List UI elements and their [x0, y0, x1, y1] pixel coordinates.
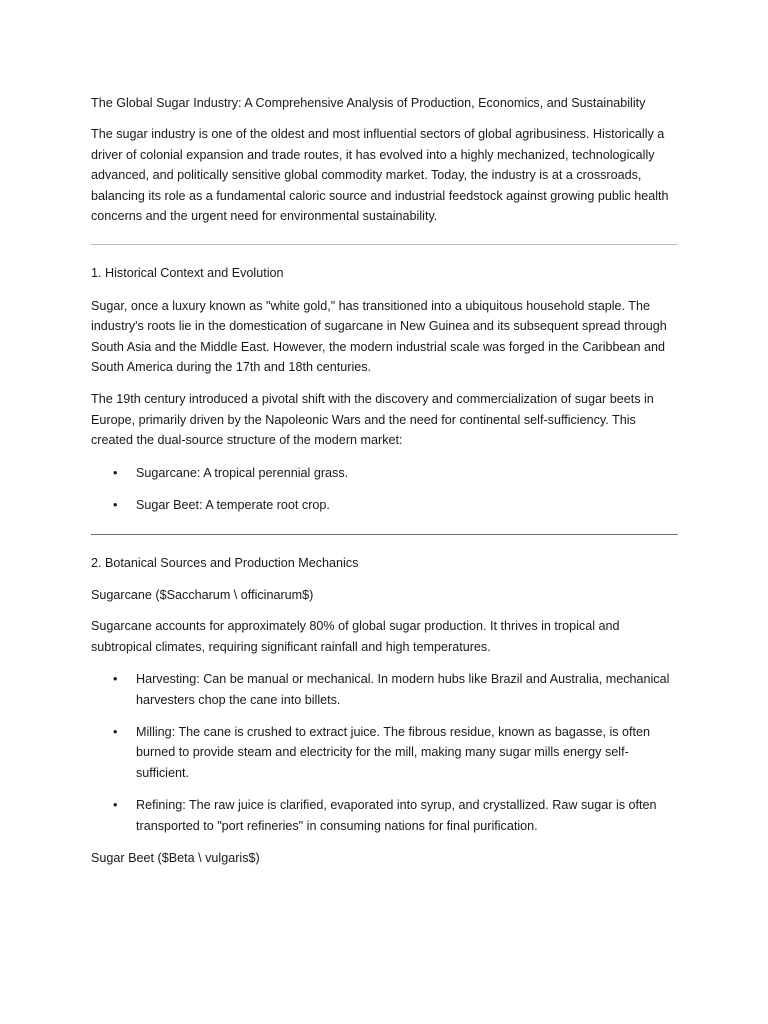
- list-item: [91, 495, 678, 515]
- bullet-icon: •: [113, 798, 118, 813]
- bullet-icon: •: [113, 672, 118, 687]
- section-2-bullet-list: [91, 669, 678, 836]
- section-divider: [91, 534, 678, 535]
- list-item: [91, 463, 678, 483]
- list-item-text: Sugar Beet: A temperate root crop.: [136, 498, 330, 513]
- section-1-paragraph-2: The 19th century introduced a pivotal shift with the discovery and commercialization of sugar beets in Europe, primarily driven by the Napoleonic Wars and the need for continental self-sufficiency. This created the dual-source structure of the modern market:: [91, 392, 654, 448]
- bullet-icon: •: [113, 498, 118, 513]
- section-1-paragraph-1: Sugar, once a luxury known as "white gold," has transitioned into a ubiquitous household staple. The industry's roots lie in the domestication of sugarcane in New Guinea and its subsequent spread through South Asia and the Middle East. However, the modern industrial scale was forged in the Caribbean and South America during the 17th and 18th centuries.: [91, 298, 667, 375]
- list-item-text: Milling: The cane is crushed to extract juice. The fibrous residue, known as bagasse, is often burned to provide steam and electricity for the mill, making many sugar mills energy self-sufficient.: [136, 724, 651, 780]
- intro-paragraph: The sugar industry is one of the oldest and most influential sectors of global agribusiness. Historically a driver of colonial expansion and trade routes, it has evolved into a highly mechanized, technologically advanced, and politically sensitive global commodity market. Today, the industry is at a crossroads, balancing its role as a fundamental caloric source and industrial feedstock against growing public health concerns and the urgent need for environmental sustainability.: [91, 127, 669, 224]
- list-item-text: Harvesting: Can be manual or mechanical. In modern hubs like Brazil and Australia, mechanical harvesters chop the cane into billets.: [136, 672, 670, 707]
- bullet-icon: •: [113, 465, 118, 480]
- section-1-bullet-list: [91, 463, 678, 516]
- section-2-paragraph-1: Sugarcane accounts for approximately 80% of global sugar production. It thrives in tropical and subtropical climates, requiring significant rainfall and high temperatures.: [91, 619, 620, 654]
- list-item: [91, 722, 678, 783]
- list-item-text: Sugarcane: A tropical perennial grass.: [136, 465, 349, 480]
- section-2-heading: 2. Botanical Sources and Production Mechanics: [91, 555, 359, 570]
- sugar-beet-subheading: Sugar Beet ($Beta \ vulgaris$): [91, 850, 260, 865]
- list-item: [91, 669, 678, 710]
- section-1-heading: 1. Historical Context and Evolution: [91, 266, 284, 281]
- section-divider: [91, 244, 678, 245]
- bullet-icon: •: [113, 724, 118, 739]
- sugarcane-subheading: Sugarcane ($Saccharum \ officinarum$): [91, 587, 314, 602]
- list-item: [91, 795, 678, 836]
- list-item-text: Refining: The raw juice is clarified, evaporated into syrup, and crystallized. Raw sugar is often transported to "port refineries" in consuming nations for final purification.: [136, 798, 657, 833]
- document-title: The Global Sugar Industry: A Comprehensive Analysis of Production, Economics, and Sustainability: [91, 96, 646, 110]
